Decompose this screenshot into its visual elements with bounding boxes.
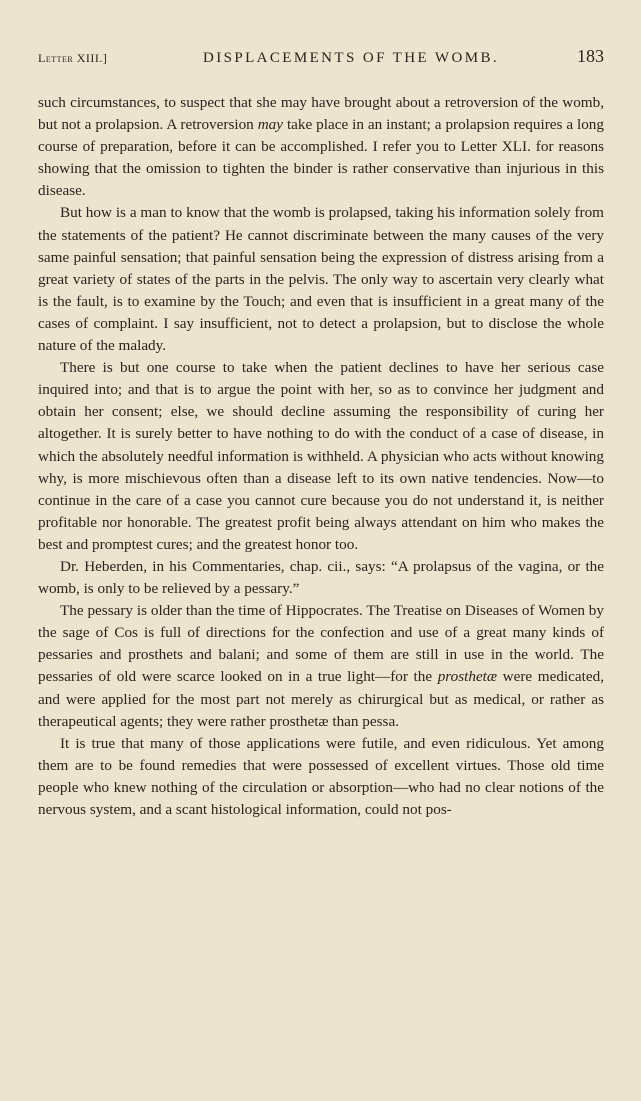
running-title: DISPLACEMENTS OF THE WOMB. bbox=[202, 50, 500, 66]
letter-label: Letter XIII.] bbox=[38, 51, 108, 65]
paragraph bbox=[38, 733, 604, 821]
text-run: The pessary is older than the time of Hippocrates. The Treatise on Diseases of Women by the sage of Cos is full of directions for the confection and use of a great many kinds of pessaries and prosthets and balani; and some of them are still in use in the world. The pessaries of old were scarce looked on in a true light—for the bbox=[38, 602, 604, 686]
text-run: There is but one course to take when the patient declines to have her serious case inquired into; and that is to argue the point with her, so as to convince her judgment and obtain her consent; else, we should decline assuming the responsibility of curing her altogether. It is surely better to have nothing to do with the conduct of a case of disease, in which the absolutely needful information is withheld. A physician who acts without knowing why, is more mischievous often than a disease left to its own native tendencies. Now—to continue in the care of a case you cannot cure because you do not understand it, is neither profitable nor honorable. The greatest profit being always attendant on him who makes the best and promptest cures; and the greatest honor too. bbox=[38, 359, 604, 553]
text-run: Dr. Heberden, in his Commentaries, chap. cii., says: “A prolapsus of the vagina, or the womb, is only to be relieved by a pessary.” bbox=[38, 557, 604, 598]
text-run: But how is a man to know that the womb is prolapsed, taking his information solely from the statements of the patient? He cannot discriminate between the many causes of the very same painful sensation; that painful sensation being the expression of distress arising from a great variety of states of the parts in the pelvis. The only way to ascertain very clearly what is the fault, is to examine by the Touch; and even that is insufficient in a great many of the cases of complaint. I say insufficient, not to detect a prolapsion, but to disclose the whole nature of the malady. bbox=[38, 204, 604, 355]
paragraph bbox=[38, 357, 604, 556]
paragraph bbox=[38, 600, 604, 733]
page-number: 183 bbox=[577, 46, 604, 66]
italic-text: may bbox=[257, 116, 284, 134]
italic-text: prosthetæ bbox=[437, 668, 498, 686]
running-head bbox=[38, 46, 604, 76]
body-text bbox=[38, 92, 604, 821]
text-run: such circumstances, to suspect that she may have brought about a retroversion of the womb, but not a prolapsion. A retroversion bbox=[38, 94, 604, 134]
text-run: take place in an instant; a prolapsion requires a long course of preparation, before it can be accomplished. I refer you to Letter XLI. for reasons showing that the omission to tighten the binder is rather conservative than injurious in this disease. bbox=[38, 116, 604, 200]
paragraph bbox=[38, 92, 604, 202]
text-run: were medicated, and were applied for the most part not merely as chirurgical but as medical, or rather as therapeutical agents; they were rather prosthetæ than pessa. bbox=[38, 668, 604, 730]
text-run: It is true that many of those applications were futile, and even ridiculous. Yet among them are to be found remedies that were possessed of excellent virtues. Those old time people who knew nothing of the circulation or absorption—who had no clear notions of the nervous system, and a scant histological information, could not pos- bbox=[38, 734, 604, 818]
paragraph bbox=[38, 202, 604, 357]
paragraph bbox=[38, 556, 604, 600]
